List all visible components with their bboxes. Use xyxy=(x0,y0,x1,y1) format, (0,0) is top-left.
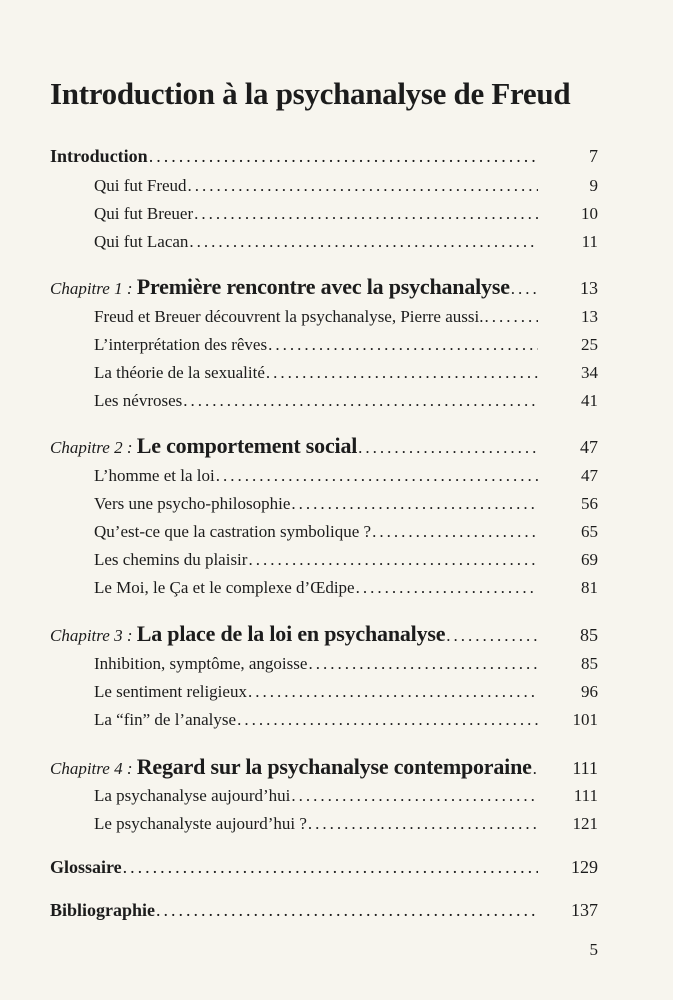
toc-entry-label: Bibliographie xyxy=(50,900,156,920)
toc-page-number: 47 xyxy=(581,466,598,485)
toc-subentry[interactable] xyxy=(94,466,598,486)
toc-subentry-label: La “fin” de l’analyse xyxy=(94,710,237,729)
leader-dots xyxy=(483,307,538,327)
leader-dots xyxy=(355,578,538,598)
chapter-prefix: Chapitre 4 : xyxy=(50,759,133,778)
leader-dots xyxy=(148,146,538,167)
toc-page-number: 81 xyxy=(581,578,598,597)
toc-subentry[interactable] xyxy=(94,522,598,542)
toc-subentry[interactable] xyxy=(94,176,598,196)
leader-dots xyxy=(247,550,538,570)
leader-dots xyxy=(307,814,538,834)
toc-subentry[interactable] xyxy=(94,494,598,514)
toc-page-number: 121 xyxy=(572,814,598,833)
toc-subentry-label: L’homme et la loi xyxy=(94,466,215,485)
toc-subentry-label: Qui fut Breuer xyxy=(94,204,194,223)
toc-page-number: 56 xyxy=(581,494,598,513)
leader-dots xyxy=(187,176,538,196)
leader-dots xyxy=(188,232,538,252)
leader-dots xyxy=(445,626,538,646)
page-number: 5 xyxy=(589,940,598,959)
toc-chapter-1[interactable] xyxy=(50,274,598,300)
toc-subentry-label: Inhibition, symptôme, angoisse xyxy=(94,654,308,673)
leader-dots xyxy=(155,900,538,921)
leader-dots xyxy=(215,466,538,486)
toc-chapter-3[interactable] xyxy=(50,621,598,647)
toc-subentry[interactable] xyxy=(94,786,598,806)
toc-subentry[interactable] xyxy=(94,307,598,327)
toc-subentry[interactable] xyxy=(94,204,598,224)
toc-subentry[interactable] xyxy=(94,682,598,702)
toc-page-number: 85 xyxy=(580,625,598,645)
toc-page-number: 65 xyxy=(581,522,598,541)
leader-dots xyxy=(236,710,538,730)
toc-page-number: 41 xyxy=(581,391,598,410)
toc-subentry-label: La psychanalyse aujourd’hui xyxy=(94,786,291,805)
toc-page-number: 101 xyxy=(572,710,598,729)
toc-entry-label: Glossaire xyxy=(50,857,122,877)
toc-page-number: 137 xyxy=(571,900,598,920)
toc-page-number: 13 xyxy=(580,278,598,298)
toc-subentry-label: Qui fut Freud xyxy=(94,176,187,195)
leader-dots xyxy=(182,391,538,411)
toc-page-number: 69 xyxy=(581,550,598,569)
toc-subentry-label: Le Moi, le Ça et le complexe d’Œdipe xyxy=(94,578,355,597)
chapter-title: Regard sur la psychanalyse contemporaine xyxy=(136,754,532,779)
toc-subentry-label: Le sentiment religieux xyxy=(94,682,247,701)
toc-subentry[interactable] xyxy=(94,363,598,383)
leader-dots xyxy=(510,279,538,299)
toc-entry-bibliographie[interactable] xyxy=(50,900,598,921)
leader-dots xyxy=(357,438,538,458)
toc-subentry-label: L’interprétation des rêves xyxy=(94,335,268,354)
leader-dots xyxy=(267,335,538,355)
toc-page-number: 9 xyxy=(589,176,598,195)
toc-page-number: 96 xyxy=(581,682,598,701)
chapter-title: Première rencontre avec la psychanalyse xyxy=(136,274,510,299)
toc-page-number: 10 xyxy=(581,204,598,223)
page-title: Introduction à la psychanalyse de Freud xyxy=(50,76,571,111)
toc-page-number: 47 xyxy=(580,437,598,457)
toc-subentry-label: Qu’est-ce que la castration symbolique ? xyxy=(94,522,372,541)
toc-subentry[interactable] xyxy=(94,710,598,730)
toc-entry-glossaire[interactable] xyxy=(50,857,598,878)
toc-page-number: 129 xyxy=(571,857,598,877)
leader-dots xyxy=(290,786,538,806)
toc-chapter-4[interactable] xyxy=(50,754,598,780)
toc-subentry-label: La théorie de la sexualité xyxy=(94,363,265,382)
toc-subentry[interactable] xyxy=(94,232,598,252)
leader-dots xyxy=(193,204,538,224)
chapter-heading xyxy=(50,621,445,647)
toc-subentry[interactable] xyxy=(94,814,598,834)
leader-dots xyxy=(265,363,538,383)
toc-page-number: 111 xyxy=(572,758,598,778)
chapter-prefix: Chapitre 2 : xyxy=(50,438,133,457)
toc-page-number: 13 xyxy=(581,307,598,326)
chapter-heading xyxy=(50,274,510,300)
chapter-heading xyxy=(50,433,357,459)
chapter-prefix: Chapitre 3 : xyxy=(50,626,133,645)
leader-dots xyxy=(247,682,538,702)
toc-subentry-label: Les névroses xyxy=(94,391,183,410)
toc-subentry[interactable] xyxy=(94,335,598,355)
leader-dots xyxy=(371,522,538,542)
toc-subentry-label: Qui fut Lacan xyxy=(94,232,189,251)
toc-subentry-label: Le psychanalyste aujourd’hui ? xyxy=(94,814,307,833)
toc-subentry-label: Vers une psycho-philosophie xyxy=(94,494,291,513)
toc-page-number: 34 xyxy=(581,363,598,382)
toc-chapter-2[interactable] xyxy=(50,433,598,459)
chapter-prefix: Chapitre 1 : xyxy=(50,279,133,298)
chapter-heading xyxy=(50,754,532,780)
leader-dots xyxy=(122,857,538,878)
leader-dots xyxy=(307,654,538,674)
toc-subentry[interactable] xyxy=(94,578,598,598)
toc-page-number: 25 xyxy=(581,335,598,354)
toc-subentry-label: Les chemins du plaisir xyxy=(94,550,248,569)
leader-dots xyxy=(290,494,538,514)
toc-subentry-label: Freud et Breuer découvrent la psychanalyse, Pierre aussi. xyxy=(94,307,484,326)
toc-subentry[interactable] xyxy=(94,550,598,570)
toc-page-number: 85 xyxy=(581,654,598,673)
toc-entry-introduction[interactable] xyxy=(50,146,598,167)
toc-subentry[interactable] xyxy=(94,391,598,411)
toc-entry-label: Introduction xyxy=(50,146,148,166)
toc-page-number: 11 xyxy=(581,232,598,251)
chapter-title: Le comportement social xyxy=(136,433,358,458)
toc-page-number: 111 xyxy=(573,786,598,805)
chapter-title: La place de la loi en psychanalyse xyxy=(136,621,446,646)
toc-subentry[interactable] xyxy=(94,654,598,674)
toc-page-number: 7 xyxy=(589,146,598,166)
